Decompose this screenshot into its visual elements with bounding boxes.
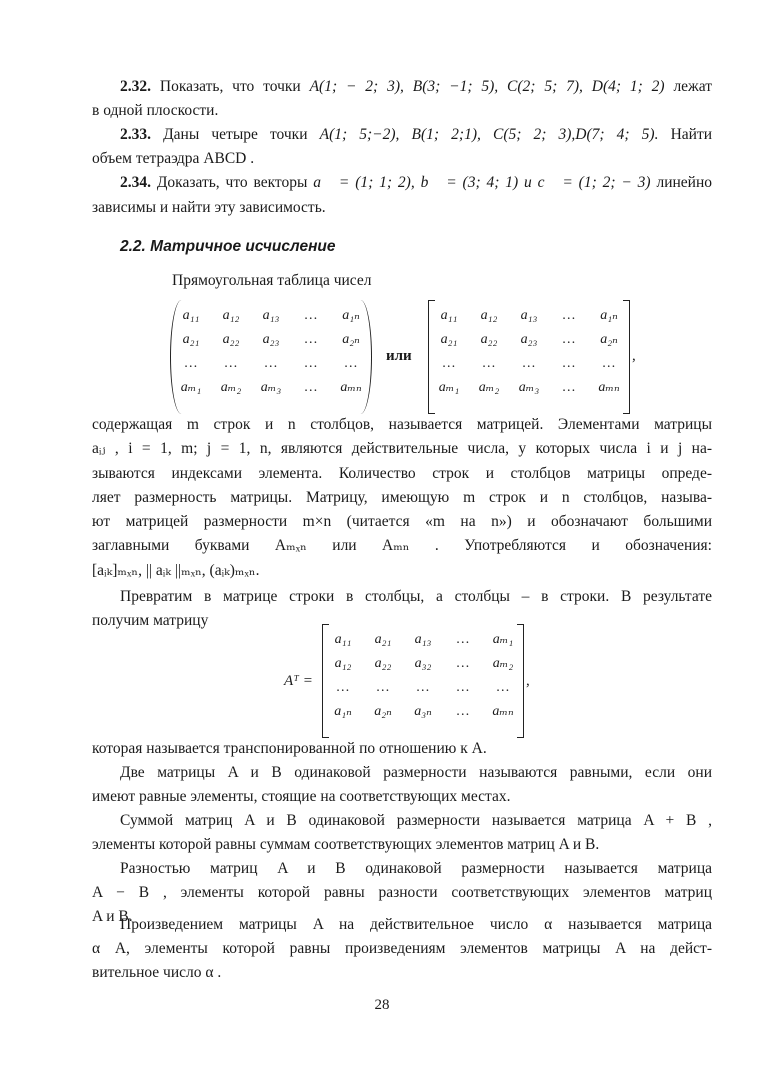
matrix-comma: , (632, 348, 636, 364)
or-word: или (386, 348, 412, 364)
matrix-row: a₂₁ a₂₂ a₂₃ … a₂ₙ (182, 332, 360, 347)
matrix-row: aₘ₁ aₘ₂ aₘ₃ … aₘₙ (438, 380, 620, 395)
paragraph-equal: Две матрицы A и B одинаковой размерности называются равными, если они (120, 764, 712, 781)
paragraph-difference: Разностью матриц A и B одинаковой размерности называется матрица (120, 860, 712, 877)
matrix-row: a₁ₙ a₂ₙ a₃ₙ … aₘₙ (334, 704, 514, 719)
section-heading: 2.2. Матричное исчисление (120, 238, 336, 255)
matrix-row: a₂₁ a₂₂ a₂₃ … a₂ₙ (440, 332, 618, 347)
paragraph-transposed: которая называется транспонированной по отношению к A. (92, 740, 487, 757)
transpose-matrix (322, 624, 524, 738)
paragraph-equal-line2: имеют равные элементы, стоящие на соответствующих местах. (92, 788, 511, 805)
problem-2-34: 2.34. Доказать, что векторы a⃗ = (1; 1; 2), b⃗ = (3; 4; 1) и c⃗ = (1; 2; − 3) линейно (120, 174, 713, 191)
matrix-brackets (428, 300, 630, 414)
transpose-comma: , (526, 673, 530, 689)
definition-line: ют матрицей размерности m×n (читается «m на n») и обозначают большими (92, 513, 712, 530)
definition-line: ляет размерность матрицы. Матрицу, имеющую m строк и n столбцов, называ- (92, 489, 712, 506)
problem-2-34-line2: зависимы и найти эту зависимость. (92, 199, 326, 216)
intro-text: Прямоугольная таблица чисел (172, 272, 372, 289)
transpose-intro: Превратим в матрице строки в столбцы, а столбцы – в строки. В результате (120, 588, 712, 605)
matrix-row: … … … … … (184, 356, 358, 371)
matrix-row: a₁₂ a₂₂ a₃₂ … aₘ₂ (334, 656, 514, 671)
matrix-row: a₁₁ a₂₁ a₁₃ … aₘ₁ (334, 632, 514, 647)
problem-2-32: 2.32. Показать, что точки A(1; − 2; 3), B(3; −1; 5), C(2; 5; 7), D(4; 1; 2) лежат (120, 78, 713, 95)
definition-line: зываются индексами элемента. Количество строк и столбцов матрицы опреде- (92, 465, 712, 482)
transpose-intro-line2: получим матрицу (92, 612, 209, 629)
transpose-label: Aᵀ = (284, 673, 313, 689)
problem-2-33: 2.33. Даны четыре точки A(1; 5;−2), B(1; 2;1), C(5; 2; 3),D(7; 4; 5). Найти (120, 126, 713, 143)
matrix-parentheses (170, 300, 372, 414)
matrix-row: … … … … … (336, 680, 510, 695)
paragraph-difference-line2: A − B , элементы которой равны разности соответствующих элементов матриц (92, 884, 712, 901)
matrix-row: a₁₁ a₁₂ a₁₃ … a₁ₙ (182, 308, 360, 323)
matrix-row: a₁₁ a₁₂ a₁₃ … a₁ₙ (440, 308, 618, 323)
matrix-row: aₘ₁ aₘ₂ aₘ₃ … aₘₙ (180, 380, 362, 395)
paragraph-product-line2: α A, элементы которой равны произведениям элементов матрицы A на дейст- (92, 940, 712, 957)
definition-line: aᵢⱼ , i = 1, m; j = 1, n, являются действительные числа, у которых числа i и j на- (92, 440, 712, 457)
problem-2-33-line2: объем тетраэдра ABCD . (92, 150, 255, 167)
problem-2-32-line2: в одной плоскости. (92, 102, 219, 119)
paragraph-difference-line3: A и B. (92, 908, 133, 925)
paragraph-sum: Суммой матриц A и B одинаковой размерности называется матрица A + B , (120, 812, 712, 829)
definition-line: заглавными буквами Aₘₓₙ или Aₘₙ . Употребляются и обозначения: (92, 537, 712, 554)
paragraph-product: Произведением матрицы A на действительное число α называется матрица (120, 916, 712, 933)
definition-line: содержащая m строк и n столбцов, называется матрицей. Элементами матрицы (92, 416, 712, 433)
page-number: 28 (374, 997, 390, 1013)
matrix-row: … … … … … (442, 356, 616, 371)
definition-line: [aᵢₖ]ₘₓₙ, || aᵢₖ ||ₘₓₙ, (aᵢₖ)ₘₓₙ. (92, 562, 260, 579)
paragraph-sum-line2: элементы которой равны суммам соответствующих элементов матриц A и B. (92, 836, 600, 853)
paragraph-product-line3: вительное число α . (92, 964, 222, 981)
